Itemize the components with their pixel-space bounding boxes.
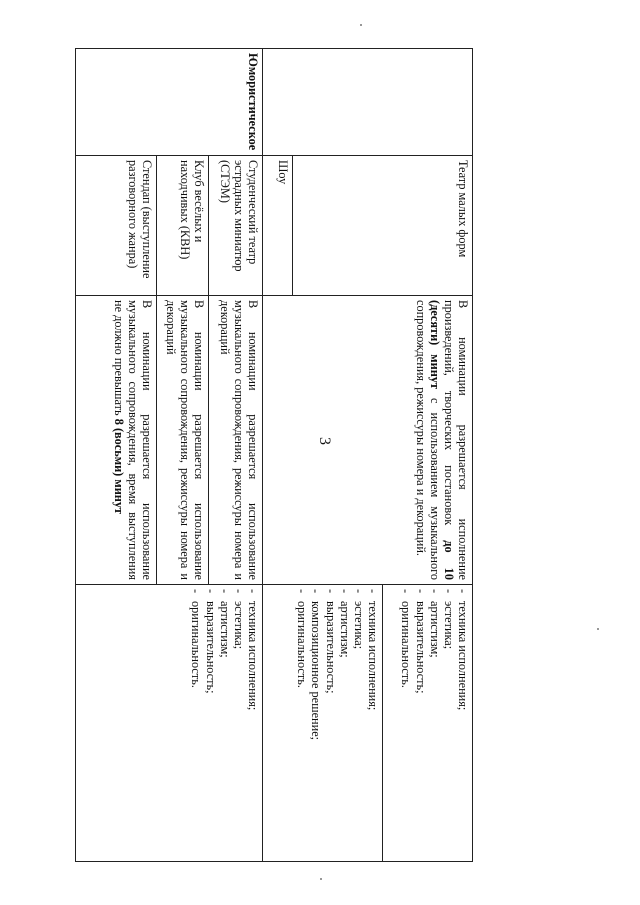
- nomination-cell: [263, 49, 473, 156]
- nominations-table: [75, 48, 473, 862]
- criteria-item: - техника исполнения;: [246, 589, 260, 857]
- table-row: [209, 49, 263, 862]
- criteria-item: - техника исполнения;: [366, 589, 380, 857]
- subnomination-cell: Театр малых форм: [293, 156, 473, 296]
- criteria-item: - оригинальность.: [189, 589, 203, 857]
- criteria-item: - оригинальность.: [399, 589, 413, 857]
- criteria-list: [295, 589, 380, 857]
- subnomination-cell: Клуб весёлых и находчивых (КВН): [157, 156, 209, 296]
- criteria-cell: [383, 585, 473, 862]
- rotated-table: [76, 48, 473, 861]
- criteria-item: - артистизм;: [218, 589, 232, 857]
- description-cell: [76, 296, 157, 585]
- criteria-item: - выразительность;: [413, 589, 427, 857]
- table-wrapper: [76, 48, 473, 861]
- nomination-cell: Юмористическое: [76, 49, 263, 156]
- scan-speck: [320, 878, 322, 880]
- criteria-item: - артистизм;: [428, 589, 442, 857]
- scan-speck: [597, 628, 599, 630]
- table-row: [383, 49, 473, 862]
- page-number: 3: [316, 437, 333, 445]
- criteria-list: [399, 589, 470, 857]
- subnomination-cell: Стендап (выступление разговорного жанра): [76, 156, 157, 296]
- criteria-item: - техника исполнения;: [456, 589, 470, 857]
- description-cell: В номинации разрешается использование музыкального сопровождения, режиссуры номера и декораций: [209, 296, 263, 585]
- criteria-item: - композиционное решение;: [309, 589, 323, 857]
- description-cell: В номинации разрешается использование музыкального сопровождения, режиссуры номера и декораций: [157, 296, 209, 585]
- description-cell: В номинации разрешается исполнение произведений, творческих постановок до 10 (десяти) минут с использованием музыкального сопровождения, режиссуры номера и декораций.: [263, 296, 473, 585]
- criteria-item: - выразительность;: [203, 589, 217, 857]
- criteria-item: - эстетика;: [232, 589, 246, 857]
- criteria-item: - выразительность;: [323, 589, 337, 857]
- criteria-item: - эстетика;: [352, 589, 366, 857]
- criteria-cell: [76, 585, 263, 862]
- subnomination-cell: Шоу: [263, 156, 293, 296]
- criteria-item: - артистизм;: [338, 589, 352, 857]
- criteria-item: - эстетика;: [442, 589, 456, 857]
- description-text: В номинации разрешается использование музыкального сопровождения, время выступления не должно превышать 8 (восьми) минут: [111, 300, 154, 580]
- criteria-list: [189, 589, 260, 857]
- subnomination-cell: Студенческий театр эстрадных миниатюр (СТЭМ): [209, 156, 263, 296]
- criteria-item: - оригинальность.: [295, 589, 309, 857]
- scan-speck: [360, 24, 362, 26]
- criteria-cell: [263, 585, 383, 862]
